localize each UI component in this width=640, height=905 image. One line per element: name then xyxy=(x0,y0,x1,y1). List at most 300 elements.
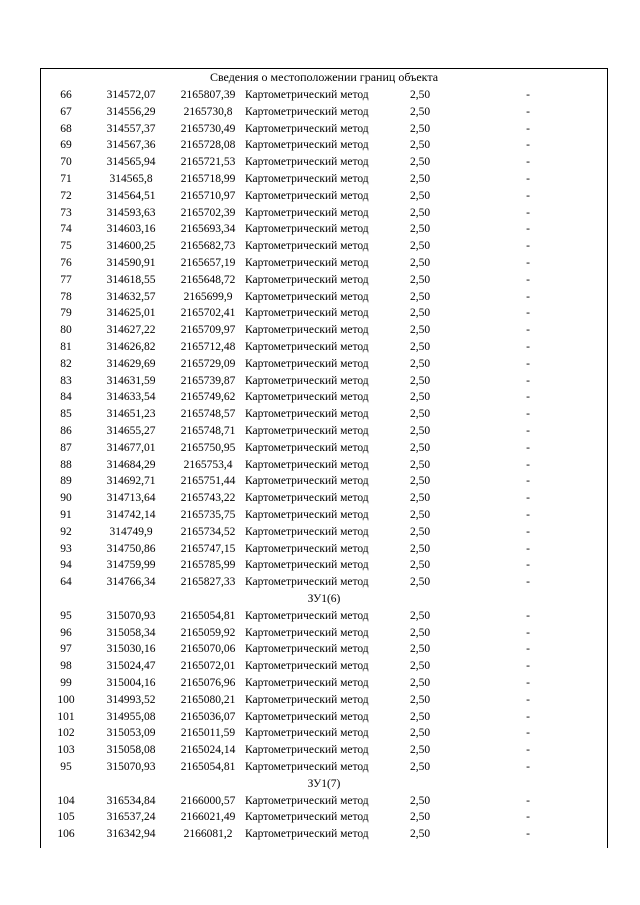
accuracy-cell: 2,50 xyxy=(409,525,431,538)
accuracy-cell: 2,50 xyxy=(409,206,431,219)
description-cell: - xyxy=(526,273,530,286)
table-row xyxy=(40,742,608,759)
coordinate-x: 314629,69 xyxy=(106,357,156,370)
accuracy-cell: 2,50 xyxy=(409,374,431,387)
accuracy-cell: 2,50 xyxy=(409,475,431,488)
method-cell: Картометрический метод xyxy=(245,458,369,471)
accuracy-cell: 2,50 xyxy=(409,273,431,286)
point-number: 84 xyxy=(60,391,72,404)
description-cell: - xyxy=(526,693,530,706)
table-row xyxy=(40,541,608,558)
coordinate-x: 314572,07 xyxy=(106,89,156,101)
coordinate-x: 315058,34 xyxy=(106,626,156,639)
method-cell: Картометрический метод xyxy=(245,559,369,572)
method-cell: Картометрический метод xyxy=(245,374,369,387)
method-cell: Картометрический метод xyxy=(245,156,369,169)
coordinate-x: 315024,47 xyxy=(106,660,156,673)
coordinate-x: 314713,64 xyxy=(106,492,156,505)
method-cell: Картометрический метод xyxy=(245,139,369,152)
accuracy-cell: 2,50 xyxy=(409,576,431,589)
description-cell: - xyxy=(526,643,530,656)
description-cell: - xyxy=(526,626,530,639)
description-cell: - xyxy=(526,559,530,572)
coordinate-y: 2165735,75 xyxy=(180,509,236,521)
accuracy-cell: 2,50 xyxy=(409,677,431,689)
description-cell: - xyxy=(526,677,530,689)
point-number: 79 xyxy=(60,307,72,320)
coordinate-x: 314626,82 xyxy=(106,341,156,353)
table-row xyxy=(40,104,608,121)
table-row xyxy=(40,625,608,642)
description-cell: - xyxy=(526,660,530,673)
method-cell: Картометрический метод xyxy=(245,660,369,673)
coordinate-x: 314600,25 xyxy=(106,240,156,253)
coordinate-y: 2165728,08 xyxy=(180,139,236,152)
accuracy-cell: 2,50 xyxy=(409,341,431,353)
coordinate-y: 2165827,33 xyxy=(180,576,236,589)
coordinate-y: 2165054,81 xyxy=(180,761,236,773)
accuracy-cell: 2,50 xyxy=(409,240,431,253)
accuracy-cell: 2,50 xyxy=(409,223,431,236)
accuracy-cell: 2,50 xyxy=(409,492,431,505)
method-cell: Картометрический метод xyxy=(245,89,369,101)
accuracy-cell: 2,50 xyxy=(409,173,431,185)
accuracy-cell: 2,50 xyxy=(409,458,431,471)
description-cell: - xyxy=(526,173,530,185)
coordinate-y: 2165054,81 xyxy=(180,609,236,622)
accuracy-cell: 2,50 xyxy=(409,643,431,656)
method-cell: Картометрический метод xyxy=(245,626,369,639)
method-cell: Картометрический метод xyxy=(245,324,369,337)
coordinate-y: 2165699,9 xyxy=(183,290,233,303)
accuracy-cell: 2,50 xyxy=(409,324,431,337)
point-number: 75 xyxy=(60,240,72,253)
description-cell: - xyxy=(526,223,530,236)
point-number: 103 xyxy=(57,744,75,757)
method-cell: Картометрический метод xyxy=(245,576,369,589)
table-header: Сведения о местоположении границ объекта xyxy=(209,70,439,84)
description-cell: - xyxy=(526,357,530,370)
coordinate-y: 2165750,95 xyxy=(180,441,236,454)
accuracy-cell: 2,50 xyxy=(409,122,431,135)
coordinate-x: 314692,71 xyxy=(106,475,156,488)
method-cell: Картометрический метод xyxy=(245,240,369,253)
method-cell: Картометрический метод xyxy=(245,223,369,236)
coordinate-x: 314565,94 xyxy=(106,156,156,169)
table-row xyxy=(40,205,608,222)
description-cell: - xyxy=(526,257,530,269)
coordinate-y: 2165710,97 xyxy=(180,189,236,202)
coordinate-y: 2165070,06 xyxy=(180,643,236,656)
method-cell: Картометрический метод xyxy=(245,273,369,286)
point-number: 98 xyxy=(60,660,72,673)
coordinate-y: 2165024,14 xyxy=(180,744,236,757)
coordinate-y: 2165748,71 xyxy=(180,425,236,437)
point-number: 104 xyxy=(57,794,75,807)
method-cell: Картометрический метод xyxy=(245,677,369,689)
point-number: 91 xyxy=(60,509,72,521)
point-number: 81 xyxy=(60,341,72,353)
point-number: 82 xyxy=(60,357,72,370)
method-cell: Картометрический метод xyxy=(245,307,369,320)
accuracy-cell: 2,50 xyxy=(409,89,431,101)
coordinate-y: 2165785,99 xyxy=(180,559,236,572)
table-row xyxy=(40,725,608,742)
description-cell: - xyxy=(526,828,530,841)
point-number: 101 xyxy=(57,710,75,723)
coordinate-y: 2165734,52 xyxy=(180,525,236,538)
coordinate-x: 314603,16 xyxy=(106,223,156,236)
coordinate-y: 2165718,99 xyxy=(180,173,236,185)
table-row xyxy=(40,339,608,356)
accuracy-cell: 2,50 xyxy=(409,156,431,169)
coordinate-x: 314631,59 xyxy=(106,374,156,387)
method-cell: Картометрический метод xyxy=(245,794,369,807)
point-number: 97 xyxy=(60,643,72,656)
accuracy-cell: 2,50 xyxy=(409,257,431,269)
table-row xyxy=(40,272,608,289)
point-number: 73 xyxy=(60,206,72,219)
coordinate-x: 315004,16 xyxy=(106,677,156,689)
description-cell: - xyxy=(526,89,530,101)
coordinate-y: 2165721,53 xyxy=(180,156,236,169)
accuracy-cell: 2,50 xyxy=(409,559,431,572)
table-row xyxy=(40,608,608,625)
coordinate-x: 314955,08 xyxy=(106,710,156,723)
table-row xyxy=(40,557,608,574)
coordinate-y: 2165712,48 xyxy=(180,341,236,353)
method-cell: Картометрический метод xyxy=(245,828,369,841)
description-cell: - xyxy=(526,408,530,421)
accuracy-cell: 2,50 xyxy=(409,626,431,639)
table-row xyxy=(40,154,608,171)
point-number: 66 xyxy=(60,89,72,101)
description-cell: - xyxy=(526,122,530,135)
coordinate-y: 2165747,15 xyxy=(180,542,236,555)
coordinate-y: 2165693,34 xyxy=(180,223,236,236)
method-cell: Картометрический метод xyxy=(245,105,369,118)
point-number: 105 xyxy=(57,811,75,824)
point-number: 80 xyxy=(60,324,72,337)
table-row xyxy=(40,238,608,255)
coordinate-x: 315053,09 xyxy=(106,727,156,740)
coordinate-x: 314651,23 xyxy=(106,408,156,421)
coordinate-x: 314742,14 xyxy=(106,509,156,521)
table-row xyxy=(40,809,608,826)
coordinate-y: 2166081,2 xyxy=(183,828,233,841)
table-row xyxy=(40,709,608,726)
description-cell: - xyxy=(526,492,530,505)
point-number: 93 xyxy=(60,542,72,555)
accuracy-cell: 2,50 xyxy=(409,307,431,320)
table-row xyxy=(40,793,608,810)
table-row xyxy=(40,826,608,843)
coordinate-x: 314633,54 xyxy=(106,391,156,404)
point-number: 102 xyxy=(57,727,75,740)
coordinate-y: 2165729,09 xyxy=(180,357,236,370)
method-cell: Картометрический метод xyxy=(245,643,369,656)
description-cell: - xyxy=(526,761,530,773)
coordinate-x: 315058,08 xyxy=(106,744,156,757)
method-cell: Картометрический метод xyxy=(245,811,369,824)
coordinate-y: 2165076,96 xyxy=(180,677,236,689)
section-label: ЗУ1(7) xyxy=(307,777,341,790)
coordinate-x: 315070,93 xyxy=(106,609,156,622)
method-cell: Картометрический метод xyxy=(245,710,369,723)
description-cell: - xyxy=(526,156,530,169)
table-row xyxy=(40,574,608,591)
accuracy-cell: 2,50 xyxy=(409,357,431,370)
coordinate-x: 314677,01 xyxy=(106,441,156,454)
description-cell: - xyxy=(526,240,530,253)
coordinate-x: 314632,57 xyxy=(106,290,156,303)
coordinate-x: 316537,24 xyxy=(106,811,156,824)
coordinate-x: 316534,84 xyxy=(106,794,156,807)
accuracy-cell: 2,50 xyxy=(409,441,431,454)
accuracy-cell: 2,50 xyxy=(409,509,431,521)
accuracy-cell: 2,50 xyxy=(409,828,431,841)
point-number: 83 xyxy=(60,374,72,387)
method-cell: Картометрический метод xyxy=(245,425,369,437)
accuracy-cell: 2,50 xyxy=(409,710,431,723)
method-cell: Картометрический метод xyxy=(245,173,369,185)
coordinate-y: 2165648,72 xyxy=(180,273,236,286)
accuracy-cell: 2,50 xyxy=(409,660,431,673)
coordinate-x: 314564,51 xyxy=(106,189,156,202)
method-cell: Картометрический метод xyxy=(245,441,369,454)
description-cell: - xyxy=(526,542,530,555)
table-row xyxy=(40,171,608,188)
coordinate-y: 2165749,62 xyxy=(180,391,236,404)
coordinate-y: 2165702,39 xyxy=(180,206,236,219)
point-number: 85 xyxy=(60,408,72,421)
coordinate-y: 2165709,97 xyxy=(180,324,236,337)
description-cell: - xyxy=(526,341,530,353)
method-cell: Картометрический метод xyxy=(245,609,369,622)
point-number: 76 xyxy=(60,257,72,269)
coordinate-y: 2165751,44 xyxy=(180,475,236,488)
description-cell: - xyxy=(526,105,530,118)
point-number: 67 xyxy=(60,105,72,118)
point-number: 77 xyxy=(60,273,72,286)
table-row xyxy=(40,658,608,675)
coordinate-y: 2165730,49 xyxy=(180,122,236,135)
coordinate-y: 2165657,19 xyxy=(180,257,236,269)
method-cell: Картометрический метод xyxy=(245,509,369,521)
point-number: 70 xyxy=(60,156,72,169)
description-cell: - xyxy=(526,290,530,303)
point-number: 89 xyxy=(60,475,72,488)
point-number: 90 xyxy=(60,492,72,505)
coordinate-x: 315070,93 xyxy=(106,761,156,773)
point-number: 95 xyxy=(60,761,72,773)
point-number: 88 xyxy=(60,458,72,471)
table-row xyxy=(40,305,608,322)
description-cell: - xyxy=(526,509,530,521)
coordinate-y: 2165748,57 xyxy=(180,408,236,421)
table-row xyxy=(40,121,608,138)
point-number: 68 xyxy=(60,122,72,135)
method-cell: Картометрический метод xyxy=(245,475,369,488)
point-number: 87 xyxy=(60,441,72,454)
coordinate-x: 314993,52 xyxy=(106,693,156,706)
point-number: 86 xyxy=(60,425,72,437)
coordinate-y: 2165739,87 xyxy=(180,374,236,387)
table-row xyxy=(40,255,608,272)
accuracy-cell: 2,50 xyxy=(409,727,431,740)
coordinate-x: 314590,91 xyxy=(106,257,156,269)
method-cell: Картометрический метод xyxy=(245,761,369,773)
method-cell: Картометрический метод xyxy=(245,357,369,370)
coordinate-y: 2165753,4 xyxy=(183,458,233,471)
description-cell: - xyxy=(526,307,530,320)
description-cell: - xyxy=(526,391,530,404)
section-label: ЗУ1(6) xyxy=(307,593,341,605)
method-cell: Картометрический метод xyxy=(245,492,369,505)
accuracy-cell: 2,50 xyxy=(409,425,431,437)
coordinate-y: 2165743,22 xyxy=(180,492,236,505)
description-cell: - xyxy=(526,324,530,337)
coordinate-x: 314684,29 xyxy=(106,458,156,471)
table-row xyxy=(40,137,608,154)
table-row xyxy=(40,641,608,658)
coordinate-x: 315030,16 xyxy=(106,643,156,656)
description-cell: - xyxy=(526,710,530,723)
method-cell: Картометрический метод xyxy=(245,693,369,706)
table-row xyxy=(40,692,608,709)
method-cell: Картометрический метод xyxy=(245,525,369,538)
description-cell: - xyxy=(526,576,530,589)
point-number: 95 xyxy=(60,609,72,622)
coordinate-y: 2165682,73 xyxy=(180,240,236,253)
table-row xyxy=(40,356,608,373)
coordinate-y: 2165072,01 xyxy=(180,660,236,673)
table-row xyxy=(40,87,608,104)
description-cell: - xyxy=(526,441,530,454)
table-row xyxy=(40,490,608,507)
description-cell: - xyxy=(526,609,530,622)
table-row xyxy=(40,440,608,457)
accuracy-cell: 2,50 xyxy=(409,408,431,421)
coordinate-y: 2165807,39 xyxy=(180,89,236,101)
point-number: 71 xyxy=(60,173,72,185)
coordinate-x: 314766,34 xyxy=(106,576,156,589)
coordinate-y: 2165702,41 xyxy=(180,307,236,320)
point-number: 99 xyxy=(60,677,72,689)
coordinate-x: 314625,01 xyxy=(106,307,156,320)
coordinate-y: 2166021,49 xyxy=(180,811,236,824)
table-row xyxy=(40,221,608,238)
coordinate-x: 314593,63 xyxy=(106,206,156,219)
coordinate-x: 314627,22 xyxy=(106,324,156,337)
coordinate-y: 2165011,59 xyxy=(180,727,236,740)
accuracy-cell: 2,50 xyxy=(409,794,431,807)
point-number: 69 xyxy=(60,139,72,152)
method-cell: Картометрический метод xyxy=(245,257,369,269)
method-cell: Картометрический метод xyxy=(245,391,369,404)
description-cell: - xyxy=(526,139,530,152)
point-number: 78 xyxy=(60,290,72,303)
description-cell: - xyxy=(526,374,530,387)
description-cell: - xyxy=(526,425,530,437)
coordinate-x: 314759,99 xyxy=(106,559,156,572)
table-row xyxy=(40,457,608,474)
coordinate-x: 314556,29 xyxy=(106,105,156,118)
table-row xyxy=(40,289,608,306)
accuracy-cell: 2,50 xyxy=(409,811,431,824)
coordinate-x: 314750,86 xyxy=(106,542,156,555)
point-number: 100 xyxy=(57,693,75,706)
coordinate-x: 314618,55 xyxy=(106,273,156,286)
accuracy-cell: 2,50 xyxy=(409,391,431,404)
method-cell: Картометрический метод xyxy=(245,290,369,303)
table-row xyxy=(40,188,608,205)
accuracy-cell: 2,50 xyxy=(409,542,431,555)
description-cell: - xyxy=(526,744,530,757)
method-cell: Картометрический метод xyxy=(245,122,369,135)
accuracy-cell: 2,50 xyxy=(409,290,431,303)
method-cell: Картометрический метод xyxy=(245,727,369,740)
description-cell: - xyxy=(526,189,530,202)
coordinate-y: 2165036,07 xyxy=(180,710,236,723)
description-cell: - xyxy=(526,811,530,824)
table-row xyxy=(40,473,608,490)
table-row xyxy=(40,373,608,390)
accuracy-cell: 2,50 xyxy=(409,105,431,118)
accuracy-cell: 2,50 xyxy=(409,761,431,773)
table-row xyxy=(40,389,608,406)
coordinate-x: 314557,37 xyxy=(106,122,156,135)
coordinate-y: 2165730,8 xyxy=(183,105,233,118)
method-cell: Картометрический метод xyxy=(245,206,369,219)
coordinate-x: 314655,27 xyxy=(106,425,156,437)
method-cell: Картометрический метод xyxy=(245,744,369,757)
point-number: 72 xyxy=(60,189,72,202)
table-row xyxy=(40,322,608,339)
method-cell: Картометрический метод xyxy=(245,189,369,202)
method-cell: Картометрический метод xyxy=(245,408,369,421)
description-cell: - xyxy=(526,727,530,740)
coordinate-x: 314565,8 xyxy=(109,173,153,185)
point-number: 74 xyxy=(60,223,72,236)
table-row xyxy=(40,507,608,524)
coordinate-x: 316342,94 xyxy=(106,828,156,841)
coordinate-y: 2165059,92 xyxy=(180,626,236,639)
accuracy-cell: 2,50 xyxy=(409,609,431,622)
accuracy-cell: 2,50 xyxy=(409,693,431,706)
point-number: 64 xyxy=(60,576,72,589)
method-cell: Картометрический метод xyxy=(245,341,369,353)
table-row xyxy=(40,759,608,776)
description-cell: - xyxy=(526,475,530,488)
table-row xyxy=(40,406,608,423)
table-row xyxy=(40,524,608,541)
description-cell: - xyxy=(526,525,530,538)
coordinate-x: 314567,36 xyxy=(106,139,156,152)
description-cell: - xyxy=(526,206,530,219)
coordinate-x: 314749,9 xyxy=(109,525,153,538)
accuracy-cell: 2,50 xyxy=(409,744,431,757)
point-number: 96 xyxy=(60,626,72,639)
method-cell: Картометрический метод xyxy=(245,542,369,555)
table-row xyxy=(40,675,608,692)
coordinate-y: 2166000,57 xyxy=(180,794,236,807)
point-number: 106 xyxy=(57,828,75,841)
coordinate-y: 2165080,21 xyxy=(180,693,236,706)
point-number: 94 xyxy=(60,559,72,572)
description-cell: - xyxy=(526,458,530,471)
description-cell: - xyxy=(526,794,530,807)
